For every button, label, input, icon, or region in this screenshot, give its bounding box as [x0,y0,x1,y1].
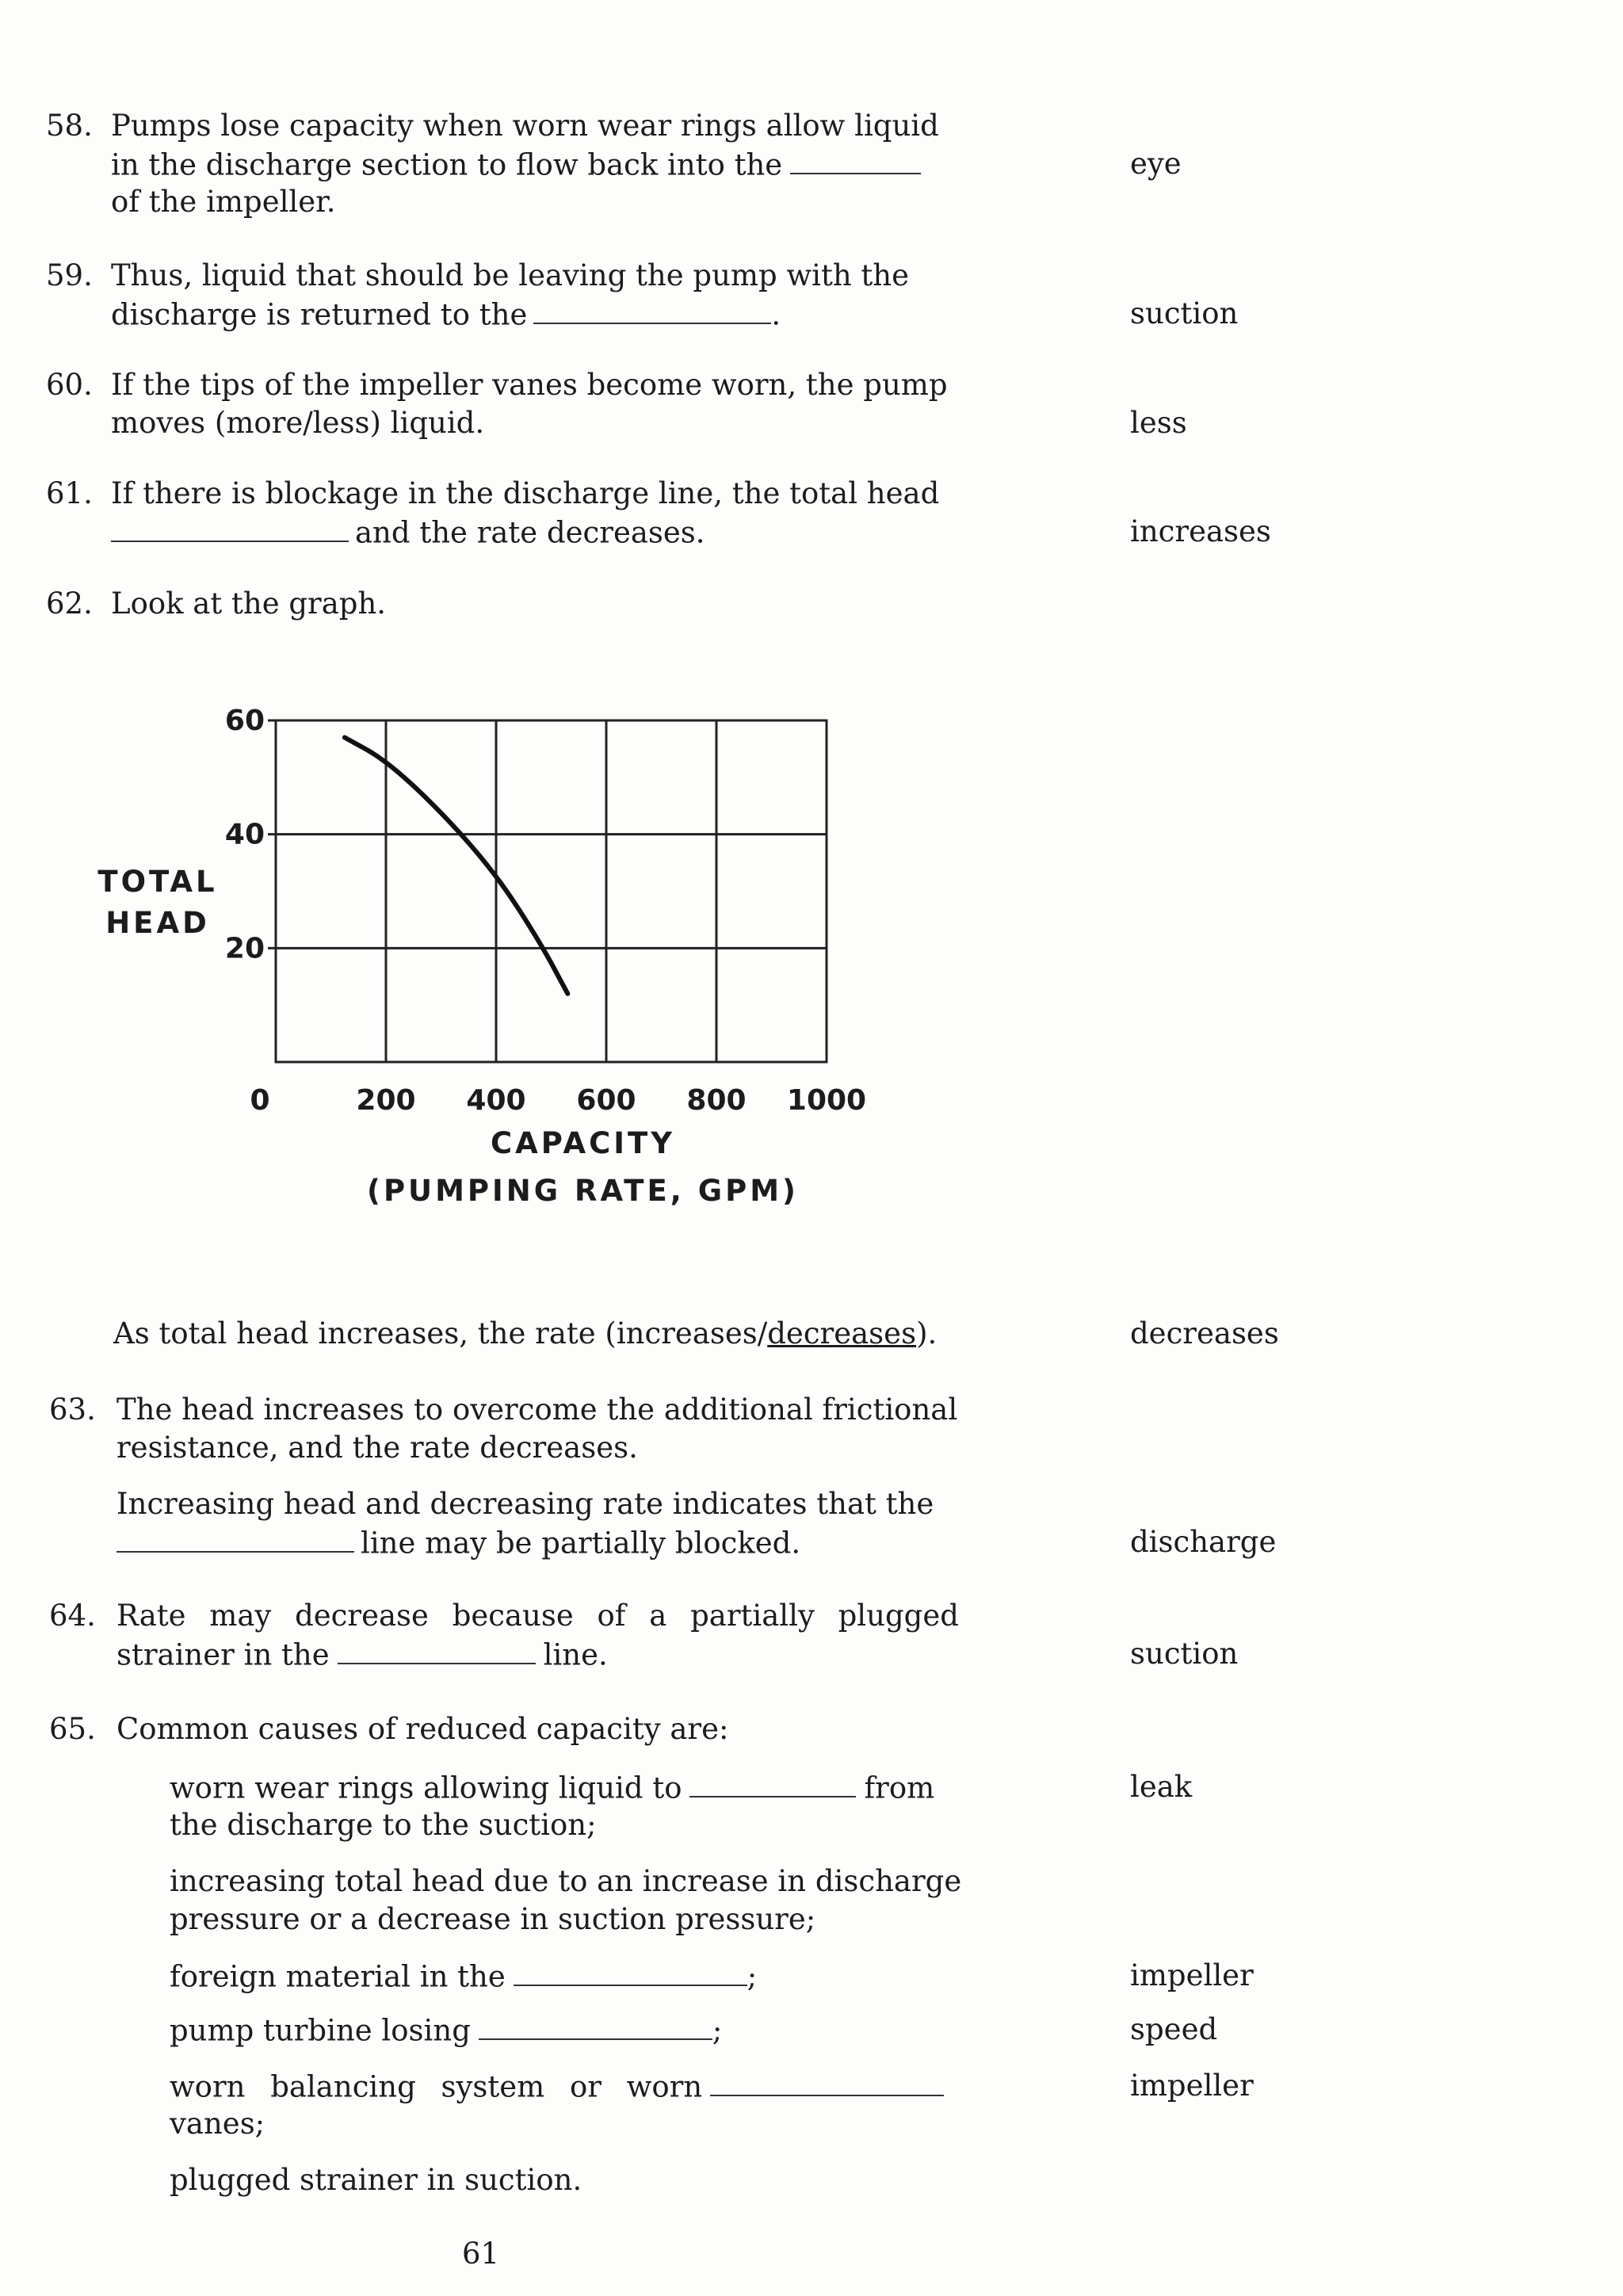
item-text: Increasing head and decreasing rate indicates that the [116,1487,934,1521]
item-text: plugged strainer in suction. [170,2163,582,2197]
item-number: 62. [46,586,93,621]
answer: leak [1130,1770,1193,1804]
item-number: 64. [49,1599,96,1633]
x-tick-label: 800 [686,1084,747,1117]
x-tick-label: 0 [250,1084,270,1117]
answer: decreases [1130,1316,1279,1350]
item-text: Common causes of reduced capacity are: [116,1712,729,1746]
item-text: vanes; [170,2107,265,2141]
answer: eye [1130,147,1182,181]
item-text: Rate may decrease because of a partially plugged [116,1599,959,1633]
item-number: 61. [46,476,93,510]
item-text: Look at the graph. [111,586,387,621]
head-capacity-chart [79,690,951,1208]
answer: speed [1130,2012,1218,2046]
item-number: 63. [49,1392,96,1427]
item-text: Pumps lose capacity when worn wear rings allow liquid [111,109,939,143]
x-tick-label: 200 [356,1084,416,1117]
answer: increases [1130,514,1271,548]
item-text: As total head increases, the rate (increases/decreases). [113,1316,938,1350]
x-tick-label: 1000 [786,1084,867,1117]
item-text: Thus, liquid that should be leaving the pump with the [111,258,910,292]
answer: suction [1130,296,1239,330]
item-text: in the discharge section to flow back into the [111,147,921,181]
plot-frame [276,720,827,1062]
page-number: 61 [462,2237,500,2271]
item-number: 60. [46,368,93,402]
answer: discharge [1130,1525,1277,1559]
item-text: pressure or a decrease in suction pressure; [170,1902,816,1936]
item-number: 59. [46,258,93,292]
item-text: line may be partially blocked. [116,1525,800,1560]
item-text: and the rate decreases. [111,514,705,549]
item-text: pump turbine losing ; [170,2013,723,2048]
head-capacity-curve [345,738,567,994]
x-axis-label-line2: (PUMPING RATE, GPM) [367,1174,799,1208]
y-tick-label: 60 [224,705,265,737]
item-text: If there is blockage in the discharge line, the total head [111,476,940,510]
item-text: of the impeller. [111,185,336,219]
answer: less [1130,406,1187,440]
y-axis-label: TOTAL [97,865,218,899]
item-text: worn wear rings allowing liquid to from [170,1771,935,1805]
item-text: resistance, and the rate decreases. [116,1431,638,1465]
x-axis-label: CAPACITY [490,1126,676,1160]
item-text: worn balancing system or worn [170,2069,944,2103]
item-text: foreign material in the ; [170,1959,758,1994]
answer: suction [1130,1637,1239,1671]
answer: impeller [1130,1958,1254,1992]
item-text: The head increases to overcome the additional frictional [116,1392,958,1427]
x-tick-label: 600 [576,1084,636,1117]
item-text: discharge is returned to the . [111,297,781,332]
y-tick-label: 20 [224,932,265,965]
item-text: increasing total head due to an increase in discharge [170,1864,962,1898]
y-tick-label: 40 [224,818,265,851]
item-text: the discharge to the suction; [170,1808,597,1842]
item-text: moves (more/less) liquid. [111,406,485,440]
item-number: 58. [46,109,93,143]
answer: impeller [1130,2069,1254,2103]
x-tick-label: 400 [466,1084,526,1117]
y-axis-label-line2: HEAD [105,906,210,940]
item-number: 65. [49,1712,96,1746]
item-text: If the tips of the impeller vanes become worn, the pump [111,368,948,402]
item-text: strainer in the line. [116,1637,608,1672]
